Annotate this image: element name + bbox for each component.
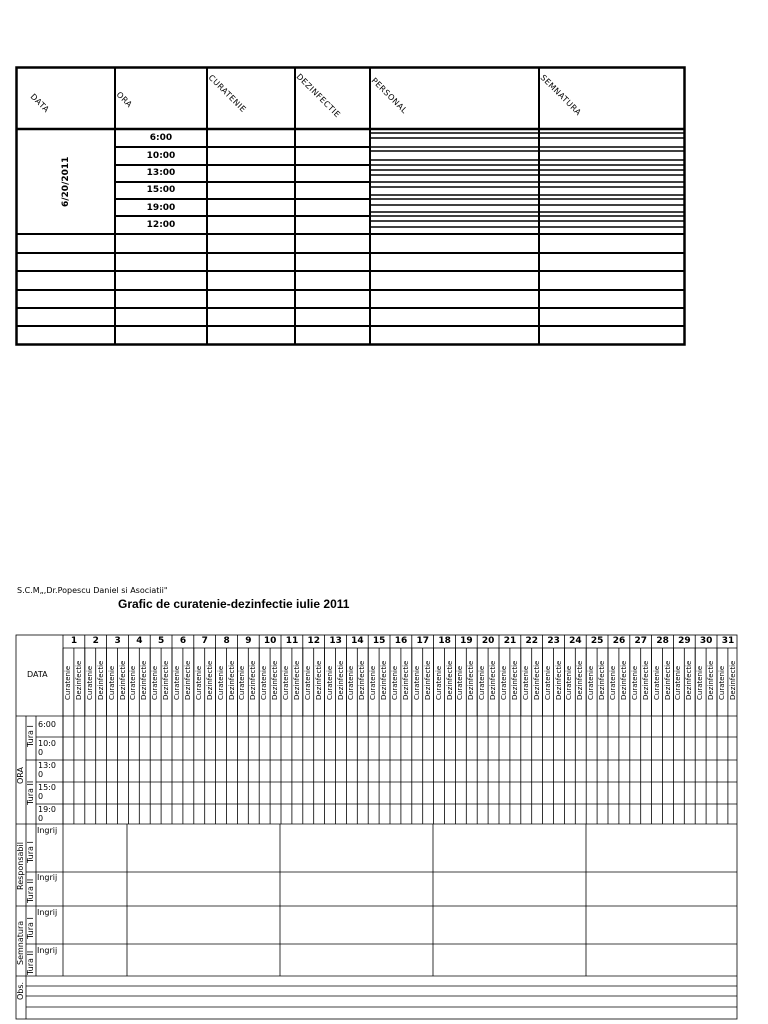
semnatura-label: Semnatura [16,920,25,965]
resp-tura1-label: Tura I [26,841,35,863]
curatenie-subheader: Curatenie [64,665,72,700]
header-personal: PERSONAL [369,76,410,116]
dezinfectie-subheader: Dezinfectie [598,660,607,700]
responsabil-label: Responsabil [16,842,25,890]
curatenie-subheader: Curatenie [630,665,639,700]
curatenie-subheader: Curatenie [238,665,247,700]
dezinfectie-subheader: Dezinfectie [423,660,432,700]
day-number: 5 [158,636,165,646]
curatenie-subheader: Curatenie [347,665,356,700]
curatenie-subheader: Curatenie [303,665,312,700]
day-number: 25 [590,636,604,646]
curatenie-subheader: Curatenie [391,665,399,700]
day-number: 8 [223,636,230,646]
day-number: 12 [307,636,321,646]
day-number: 13 [329,636,342,646]
day-number: 19 [460,636,473,646]
day-number: 11 [285,636,299,646]
dezinfectie-subheader: Dezinfectie [707,660,716,700]
dezinfectie-subheader: Dezinfectie [728,660,737,700]
semn-tura2-label: Tura II [26,950,35,975]
day-number: 24 [569,636,582,646]
day-number: 14 [351,636,364,646]
day-number: 28 [656,636,669,646]
dezinfectie-subheader: Dezinfectie [641,660,650,700]
time-cell: 6:00 [149,133,173,143]
dezinfectie-subheader: Dezinfectie [532,660,541,700]
day-number: 23 [547,636,560,646]
company-name: S.C.M„,Dr.Popescu Daniel si Asociatii" [17,586,168,595]
dezinfectie-subheader: Dezinfectie [162,660,171,700]
day-number: 2 [92,636,99,646]
dezinfectie-subheader: Dezinfectie [292,660,301,700]
dezinfectie-subheader: Dezinfectie [619,660,628,700]
dezinfectie-subheader: Dezinfectie [685,660,694,700]
day-number: 18 [438,636,451,646]
day-number: 22 [525,636,539,646]
day-number: 15 [372,636,386,646]
dezinfectie-subheader: Dezinfectie [205,660,214,700]
dezinfectie-subheader: Dezinfectie [358,660,367,700]
dezinfectie-subheader: Dezinfectie [445,660,454,700]
time-label: 10:0 0 [38,739,56,757]
time-cell: 10:00 [146,151,176,161]
day-number: 9 [245,636,252,646]
curatenie-subheader: Curatenie [412,665,421,700]
dezinfectie-subheader: Dezinfectie [314,660,323,700]
dezinfectie-subheader: Dezinfectie [183,660,192,700]
curatenie-subheader: Curatenie [282,665,290,700]
dezinfectie-subheader: Dezinfectie [663,660,672,700]
curatenie-subheader: Curatenie [609,665,617,700]
time-label: 15:0 0 [38,783,56,801]
curatenie-subheader: Curatenie [129,665,138,700]
dezinfectie-subheader: Dezinfectie [96,660,105,700]
day-number: 10 [263,636,277,646]
curatenie-subheader: Curatenie [565,665,574,700]
dezinfectie-subheader: Dezinfectie [249,660,258,700]
dezinfectie-subheader: Dezinfectie [576,660,585,700]
curatenie-subheader: Curatenie [434,665,443,700]
dezinfectie-subheader: Dezinfectie [227,660,236,700]
day-number: 31 [721,636,735,646]
tura2-label: Tura II [26,780,35,805]
curatenie-subheader: Curatenie [500,665,508,700]
day-number: 3 [114,636,121,646]
curatenie-subheader: Curatenie [718,665,726,700]
day-number: 21 [503,636,517,646]
day-number: 26 [612,636,626,646]
curatenie-subheader: Curatenie [478,665,487,700]
grid-title: Grafic de curatenie-dezinfectie iulie 2011 [118,597,350,611]
day-number: 30 [699,636,713,646]
time-cell: 15:00 [146,185,176,195]
curatenie-subheader: Curatenie [194,665,203,700]
time-label: 13:0 0 [38,761,56,779]
curatenie-subheader: Curatenie [543,665,552,700]
dezinfectie-subheader: Dezinfectie [380,660,389,700]
dezinfectie-subheader: Dezinfectie [510,660,519,700]
dezinfectie-subheader: Dezinfectie [489,660,498,700]
header-curatenie: CURATENIE [206,73,248,115]
time-cell: 13:00 [146,168,176,178]
dezinfectie-subheader: Dezinfectie [140,660,149,700]
time-label: 19:0 0 [38,805,56,823]
curatenie-subheader: Curatenie [696,665,705,700]
curatenie-subheader: Curatenie [587,665,596,700]
day-number: 16 [394,636,408,646]
curatenie-subheader: Curatenie [151,665,160,700]
header-data: DATA [28,92,51,115]
dezinfectie-subheader: Dezinfectie [118,660,127,700]
dezinfectie-subheader: Dezinfectie [554,660,563,700]
time-cell: 19:00 [146,203,176,213]
day-number: 17 [416,636,430,646]
header-semnatura: SEMNATURA [538,73,584,118]
log-date: 6/20/2011 [61,156,71,207]
day-number: 4 [136,636,143,646]
dezinfectie-subheader: Dezinfectie [336,660,345,700]
time-cell: 12:00 [146,220,176,230]
day-number: 27 [634,636,648,646]
curatenie-subheader: Curatenie [107,665,116,700]
header-dezinfectie: DEZINFECTIE [294,72,343,120]
curatenie-subheader: Curatenie [216,665,225,700]
day-number: 6 [179,636,187,646]
ingrij-label: Ingrij [37,908,58,917]
day-number: 20 [481,636,495,646]
curatenie-subheader: Curatenie [260,665,269,700]
ingrij-label: Ingrij [37,826,58,835]
header-ora: ORA [114,90,135,110]
ingrij-label: Ingrij [37,873,58,882]
curatenie-subheader: Curatenie [173,665,181,700]
time-label: 6:00 [38,720,56,729]
curatenie-subheader: Curatenie [521,665,530,700]
dezinfectie-subheader: Dezinfectie [401,660,410,700]
curatenie-subheader: Curatenie [652,665,661,700]
day-number: 29 [678,636,691,646]
day-number: 7 [201,636,208,646]
curatenie-subheader: Curatenie [674,665,683,700]
curatenie-subheader: Curatenie [369,665,378,700]
ingrij-label: Ingrij [37,946,58,955]
ora-label: ORA [16,766,25,784]
dezinfectie-subheader: Dezinfectie [74,660,83,700]
obs-label: Obs. [16,981,25,1000]
curatenie-subheader: Curatenie [325,665,334,700]
dezinfectie-subheader: Dezinfectie [467,660,476,700]
semn-tura1-label: Tura I [26,917,35,939]
tura1-label: Tura I [26,725,35,747]
curatenie-subheader: Curatenie [456,665,465,700]
dezinfectie-subheader: Dezinfectie [271,660,280,700]
grid-data-label: DATA [27,670,48,679]
day-number: 1 [70,636,78,646]
curatenie-subheader: Curatenie [85,665,94,700]
resp-tura2-label: Tura II [26,878,35,903]
